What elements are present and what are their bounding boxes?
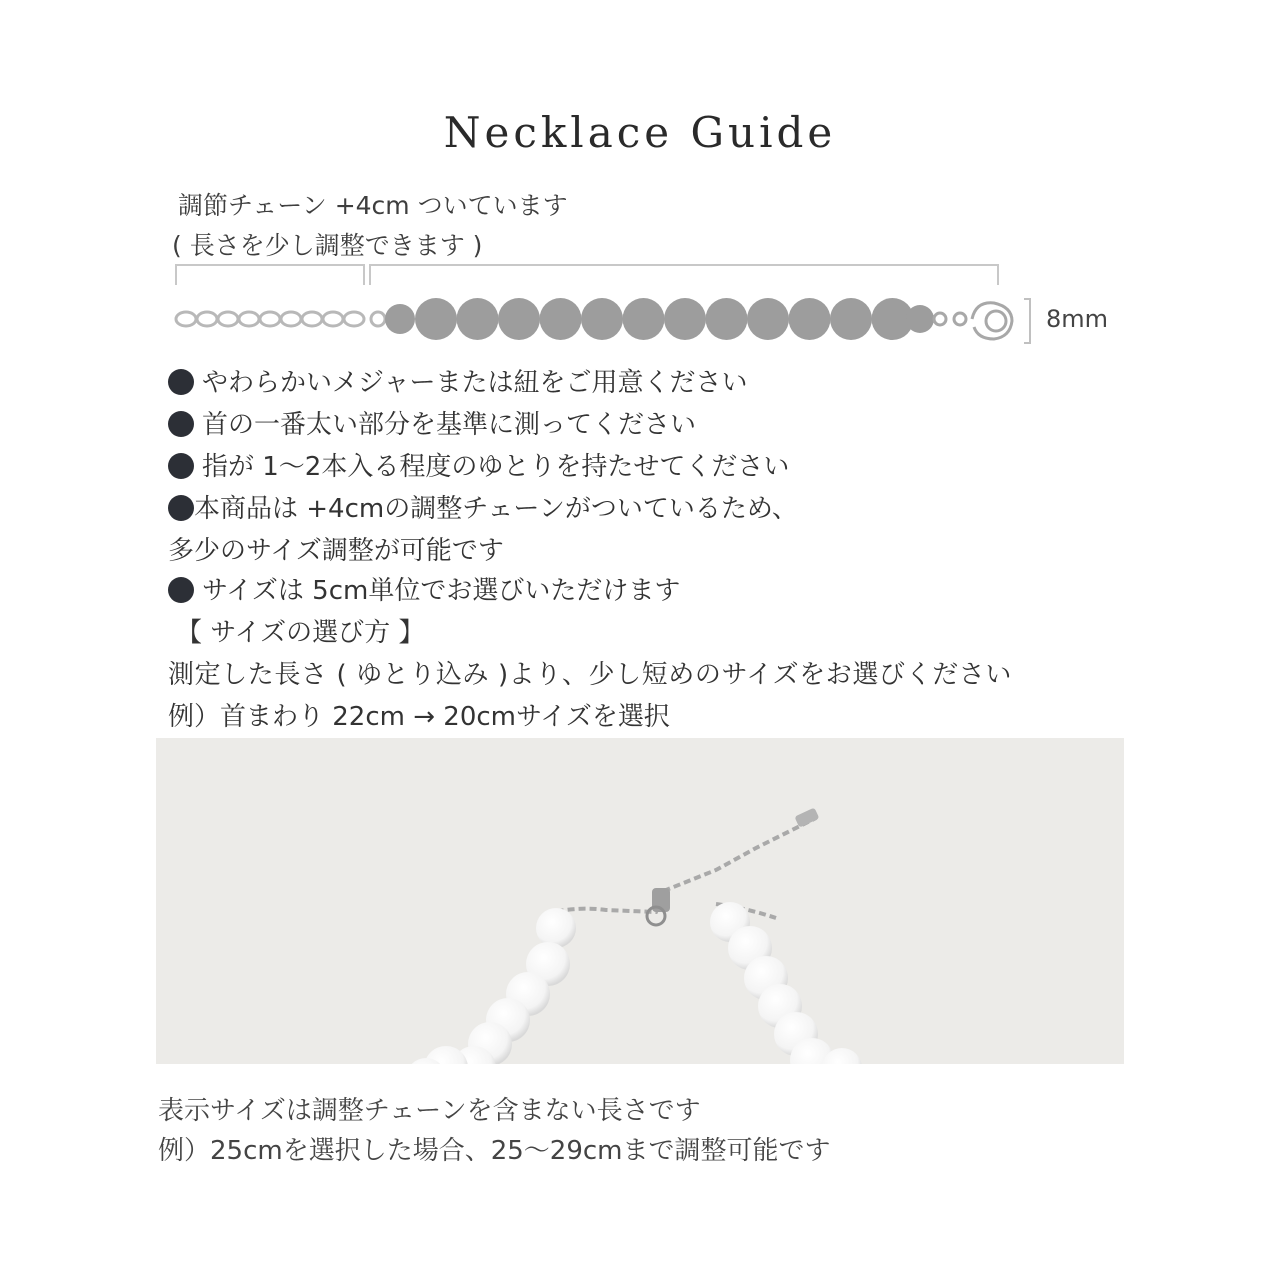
bead-size-label: 8mm [1046, 305, 1109, 333]
bead [623, 298, 665, 340]
size-guide-heading: 【 サイズの選び方 】 [176, 618, 425, 648]
bead-size-bracket [1024, 299, 1030, 343]
pearl [536, 908, 576, 948]
necklace-photo-illustration [156, 738, 1124, 1064]
instruction-item: 本商品は +4cmの調整チェーンがついているため、 [168, 488, 798, 525]
length-bracket-chain [176, 265, 364, 285]
bead-row [385, 298, 934, 340]
chain-link [260, 312, 280, 326]
length-bracket-beads [370, 265, 998, 285]
bullet-icon [168, 495, 194, 521]
chain-link [218, 312, 238, 326]
instruction-item: 指が 1〜2本入る程度のゆとりを持たせてください [168, 446, 789, 483]
chain-link [344, 312, 364, 326]
chain-link [281, 312, 301, 326]
bead [415, 298, 457, 340]
bead [906, 305, 934, 333]
size-guide-example: 例）首まわり 22cm → 20cmサイズを選択 [168, 702, 670, 732]
bead [664, 298, 706, 340]
bead [706, 298, 748, 340]
chain-link [239, 312, 259, 326]
bead [498, 298, 540, 340]
chain-link [176, 312, 196, 326]
chain-note: 調節チェーン +4cm ついています [178, 191, 568, 220]
bead [581, 298, 623, 340]
footer-note: 表示サイズは調整チェーンを含まない長さです [158, 1096, 701, 1126]
bead [830, 298, 872, 340]
size-guide-text: 測定した長さ ( ゆとり込み )より、少し短めのサイズをお選びください [168, 660, 1013, 690]
bead [747, 298, 789, 340]
bullet-icon [168, 453, 194, 479]
page-title: Necklace Guide [443, 108, 837, 157]
bead [540, 298, 582, 340]
bead [385, 304, 415, 334]
photo-bead-strand [406, 902, 862, 1064]
chain-link [302, 312, 322, 326]
instruction-item: 多少のサイズ調整が可能です [168, 536, 504, 566]
bullet-icon [168, 411, 194, 437]
chain-note-sub: ( 長さを少し調整できます ) [172, 231, 483, 260]
bead [457, 298, 499, 340]
instruction-item: 首の一番太い部分を基準に測ってください [168, 404, 696, 441]
instruction-item: やわらかいメジャーまたは紐をご用意ください [168, 362, 747, 399]
instruction-item: サイズは 5cm単位でお選びいただけます [168, 570, 680, 607]
bullet-icon [168, 577, 194, 603]
chain-link [323, 312, 343, 326]
footer-example: 例）25cmを選択した場合、25〜29cmまで調整可能です [158, 1136, 831, 1166]
clasp-icon [934, 303, 1012, 339]
chain-ring [371, 312, 385, 326]
bullet-icon [168, 369, 194, 395]
necklace-diagram [0, 255, 1280, 365]
extender-chain [176, 312, 385, 326]
bead [789, 298, 831, 340]
necklace-photo [156, 738, 1124, 1064]
chain-link [197, 312, 217, 326]
